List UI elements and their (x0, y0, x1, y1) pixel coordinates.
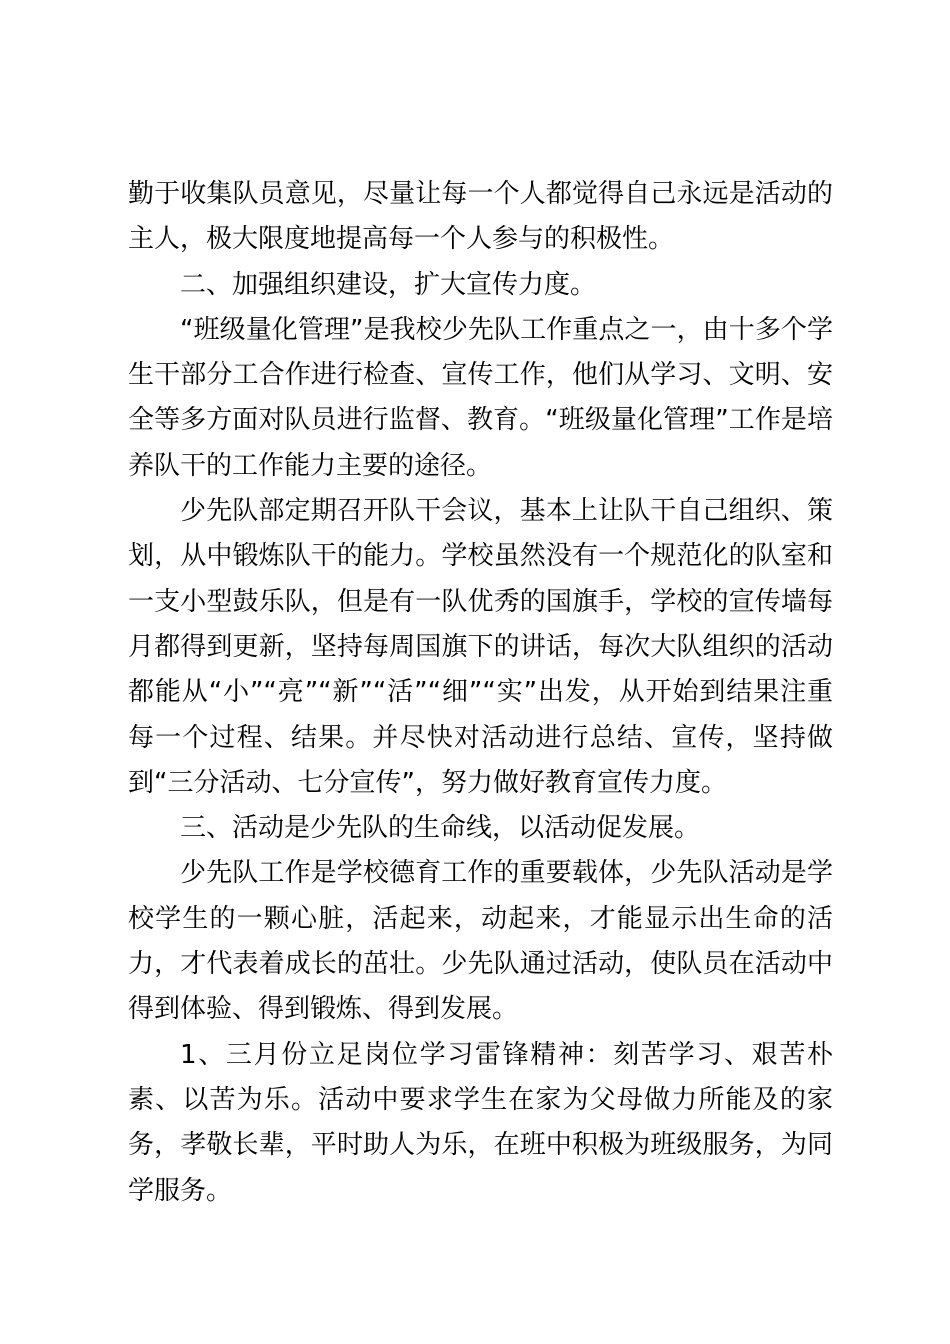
section-heading: 三、活动是少先队的生命线，以活动促发展。 (180, 813, 701, 844)
section-heading: 二、加强组织建设，扩大宣传力度。 (180, 269, 597, 300)
paragraph: “班级量化管理”是我校少先队工作重点之一，由十多个学生干部分工合作进行检查、宣传工作，他们从学习、文明、安全等多方面对队员进行监督、教育。“班级量化管理”工作是培养队干的工作能力主要的途径。 (128, 314, 833, 481)
paragraph: 少先队工作是学校德育工作的重要载体，少先队活动是学校学生的一颗心脏，活起来，动起来，才能显示出生命的活力，才代表着成长的茁壮。少先队通过活动，使队员在活动中得到体验、得到锻炼、得到发展。 (128, 858, 833, 1025)
document-body (128, 172, 833, 1214)
paragraph: 1、三月份立足岗位学习雷锋精神：刻苦学习、艰苦朴素、以苦为乐。活动中要求学生在家为父母做力所能及的家务，孝敬长辈，平时助人为乐，在班中积极为班级服务，为同学服务。 (128, 1039, 833, 1206)
paragraph: 勤于收集队员意见，尽量让每一个人都觉得自己永远是活动的主人，极大限度地提高每一个人参与的积极性。 (128, 179, 833, 255)
paragraph: 少先队部定期召开队干会议，基本上让队干自己组织、策划，从中锻炼队干的能力。学校虽然没有一个规范化的队室和一支小型鼓乐队，但是有一队优秀的国旗手，学校的宣传墙每月都得到更新，坚持每周国旗下的讲话，每次大队组织的活动都能从“小”“亮”“新”“活”“细”“实”出发，从开始到结果注重每一个过程、结果。并尽快对活动进行总结、宣传，坚持做到“三分活动、七分宣传”，努力做好教育宣传力度。 (128, 496, 833, 798)
